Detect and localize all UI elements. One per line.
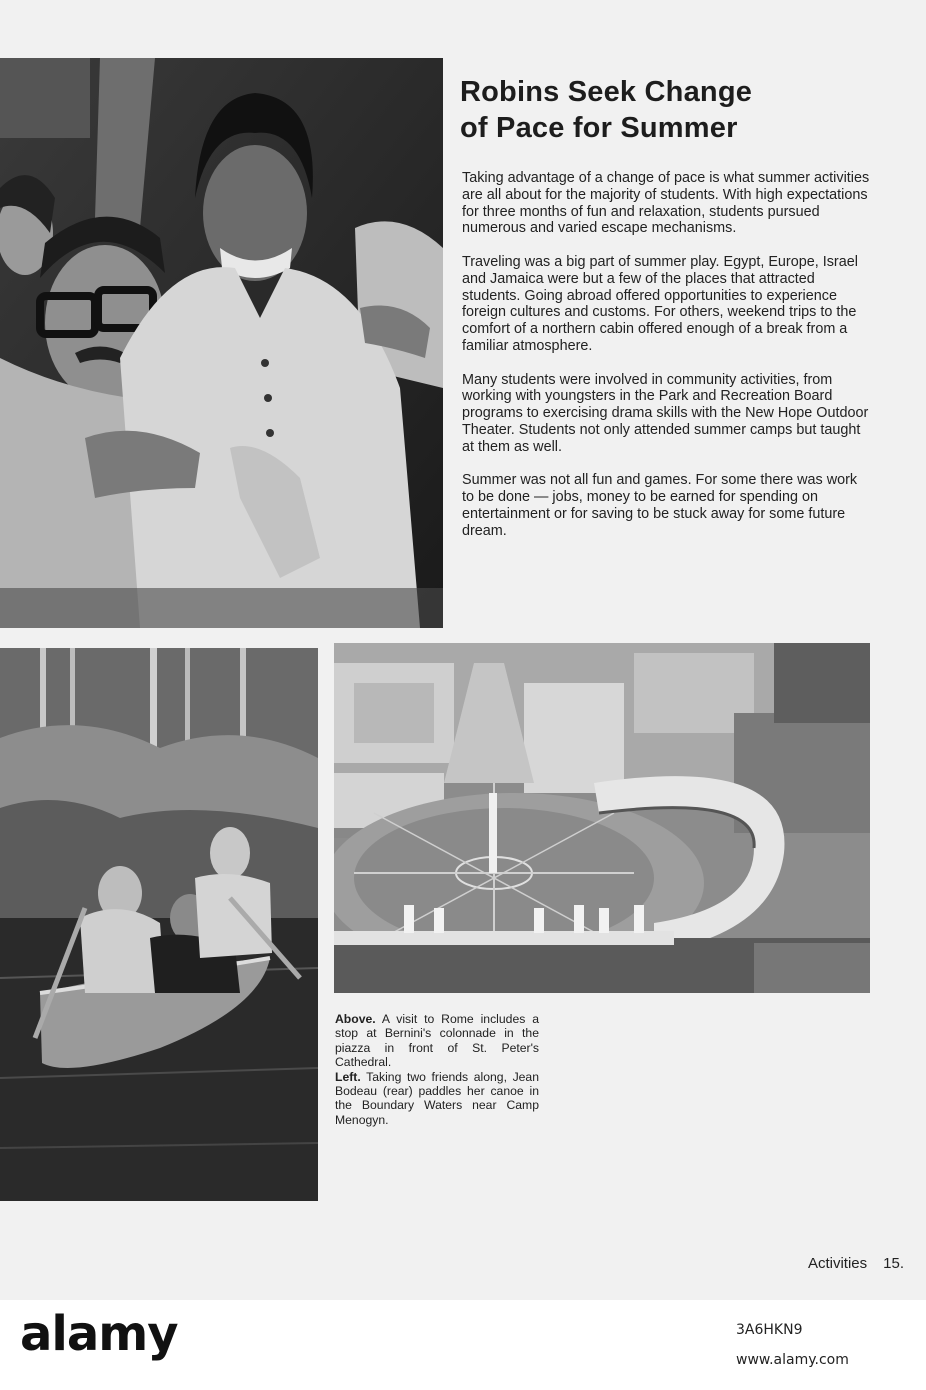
photo-caption [335,1012,539,1127]
caption-left [335,1070,539,1128]
paragraph-4: Summer was not all fun and games. For some there was work to be done — jobs, money to be earned for spending on entertainment or for saving to be stuck away for some future dream. [462,472,858,539]
stock-footer [0,1300,926,1390]
caption-above [335,1012,539,1070]
site-url: www.alamy.com [736,1352,849,1368]
section-name: Activities [807,1255,868,1272]
portrait-photo [0,58,443,628]
title-line-2: of Pace for Summer [460,112,738,145]
title-line-1: Robins Seek Change [460,76,753,108]
caption-above-label: Above. [335,1012,376,1026]
paragraph-1: Taking advantage of a change of pace is what summer activities are all about for the majority of students. With high expectations for three months of fun and relaxation, students pursued numerous and varied escape mechanisms. [462,170,870,237]
canoe-photo [0,648,318,1201]
article-title [460,74,900,147]
page-number: 15. [883,1255,904,1272]
alamy-logo: alamy [20,1306,178,1362]
article-body [462,170,872,556]
paragraph-3: Many students were involved in community activities, from working with youngsters in the Park and Recreation Board programs to exercising drama skills with the New Hope Outdoor Theater. Students not only attended summer camps but taught at them as well. [462,371,869,455]
rome-photo [334,643,870,993]
paragraph-2: Traveling was a big part of summer play. Egypt, Europe, Israel and Jamaica were but a few of the places that attracted students. Going abroad offered opportunities to experience foreign cultures and customs. For others, weekend trips to the comfort of a northern cabin offered enough of a break from a familiar atmosphere. [462,253,858,354]
caption-left-text: Taking two friends along, Jean Bodeau (rear) paddles her canoe in the Boundary Waters near Camp Menogyn. [335,1069,539,1127]
caption-left-label: Left. [335,1069,361,1084]
page-folio [808,1255,904,1272]
caption-above-text: A visit to Rome includes a stop at Bernini's colonnade in the piazza in front of St. Peter's Cathedral. [335,1012,539,1070]
image-id: 3A6HKN9 [736,1322,803,1338]
